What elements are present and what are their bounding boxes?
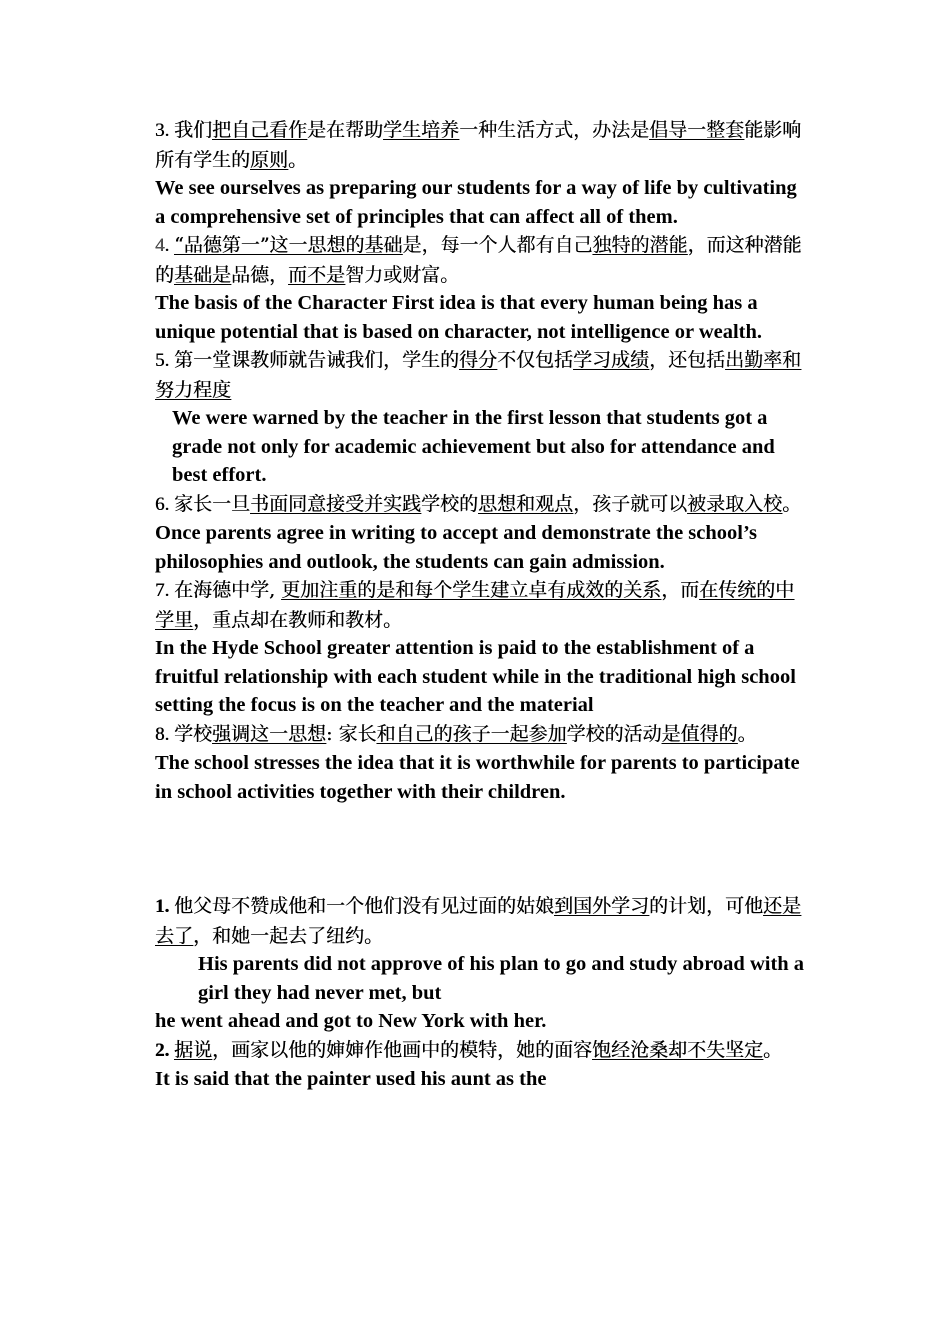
item-8-chinese: 8. 学校强调这一思想: 家长和自己的孩子一起参加学校的活动是值得的。 [155, 722, 757, 745]
item-3-chinese: 3. 我们把自己看作是在帮助学生培养一种生活方式，办法是倡导一整套能影响所有学生的原则。 [155, 119, 802, 171]
section-gap [155, 806, 805, 892]
item-6-english: Once parents agree in writing to accept and demonstrate the school’s philosophies and outlook, the students can gain admission. [155, 522, 758, 573]
item-8-english: The school stresses the idea that it is worthwhile for parents to participate in school activities together with their children. [155, 752, 800, 803]
section-b-item-2-english: It is said that the painter used his aunt as the [155, 1068, 547, 1090]
item-number: 4 [155, 235, 165, 256]
section-b-item-1-english: His parents did not approve of his plan to go and study abroad with a girl they had never met, but [198, 953, 805, 1004]
section-b-item-1-chinese: 1. 他父母不赞成他和一个他们没有见过面的姑娘到国外学习的计划，可他还是去了，和她一起去了纽约。 [155, 895, 802, 947]
item-5-chinese: 5. 第一堂课教师就告诫我们，学生的得分不仅包括学习成绩，还包括出勤率和努力程度 [155, 349, 802, 401]
item-4-chinese: 4. “品德第一”这一思想的基础是，每一个人都有自己独特的潜能，而这种潜能的基础是品德，而不是智力或财富。 [155, 234, 802, 286]
item-4-english: The basis of the Character First idea is that every human being has a unique potential that is based on character, not intelligence or wealth. [155, 292, 763, 343]
item-number: 7. [155, 580, 174, 601]
item-number: 5. [155, 350, 174, 371]
item-number: 8. [155, 723, 174, 745]
item-number: 3. [155, 120, 174, 141]
section-b-item-1-english-cont: he went ahead and got to New York with her. [155, 1010, 547, 1032]
item-6-chinese: 6. 家长一旦书面同意接受并实践学校的思想和观点，孩子就可以被录取入校。 [155, 492, 802, 515]
item-3-english: We see ourselves as preparing our students for a way of life by cultivating a comprehensive set of principles that can affect all of them. [155, 177, 797, 228]
section-b-item-2-chinese: 2. 据说，画家以他的婶婶作他画中的模特，她的面容饱经沧桑却不失坚定。 [155, 1038, 783, 1061]
item-number: 2. [155, 1039, 174, 1061]
item-7-chinese: 7. 在海德中学, 更加注重的是和每个学生建立卓有成效的关系，而在传统的中学里，重点却在教师和教材。 [155, 579, 795, 631]
item-5-english: We were warned by the teacher in the first lesson that students got a grade not only for academic achievement but also for attendance and best effort. [172, 407, 775, 486]
item-number: 1. [155, 896, 174, 917]
item-7-english: In the Hyde School greater attention is paid to the establishment of a fruitful relationship with each student while in the traditional high school setting the focus is on the teacher and the material [155, 637, 796, 716]
document-body [155, 116, 805, 1094]
item-number: 6. [155, 493, 174, 515]
